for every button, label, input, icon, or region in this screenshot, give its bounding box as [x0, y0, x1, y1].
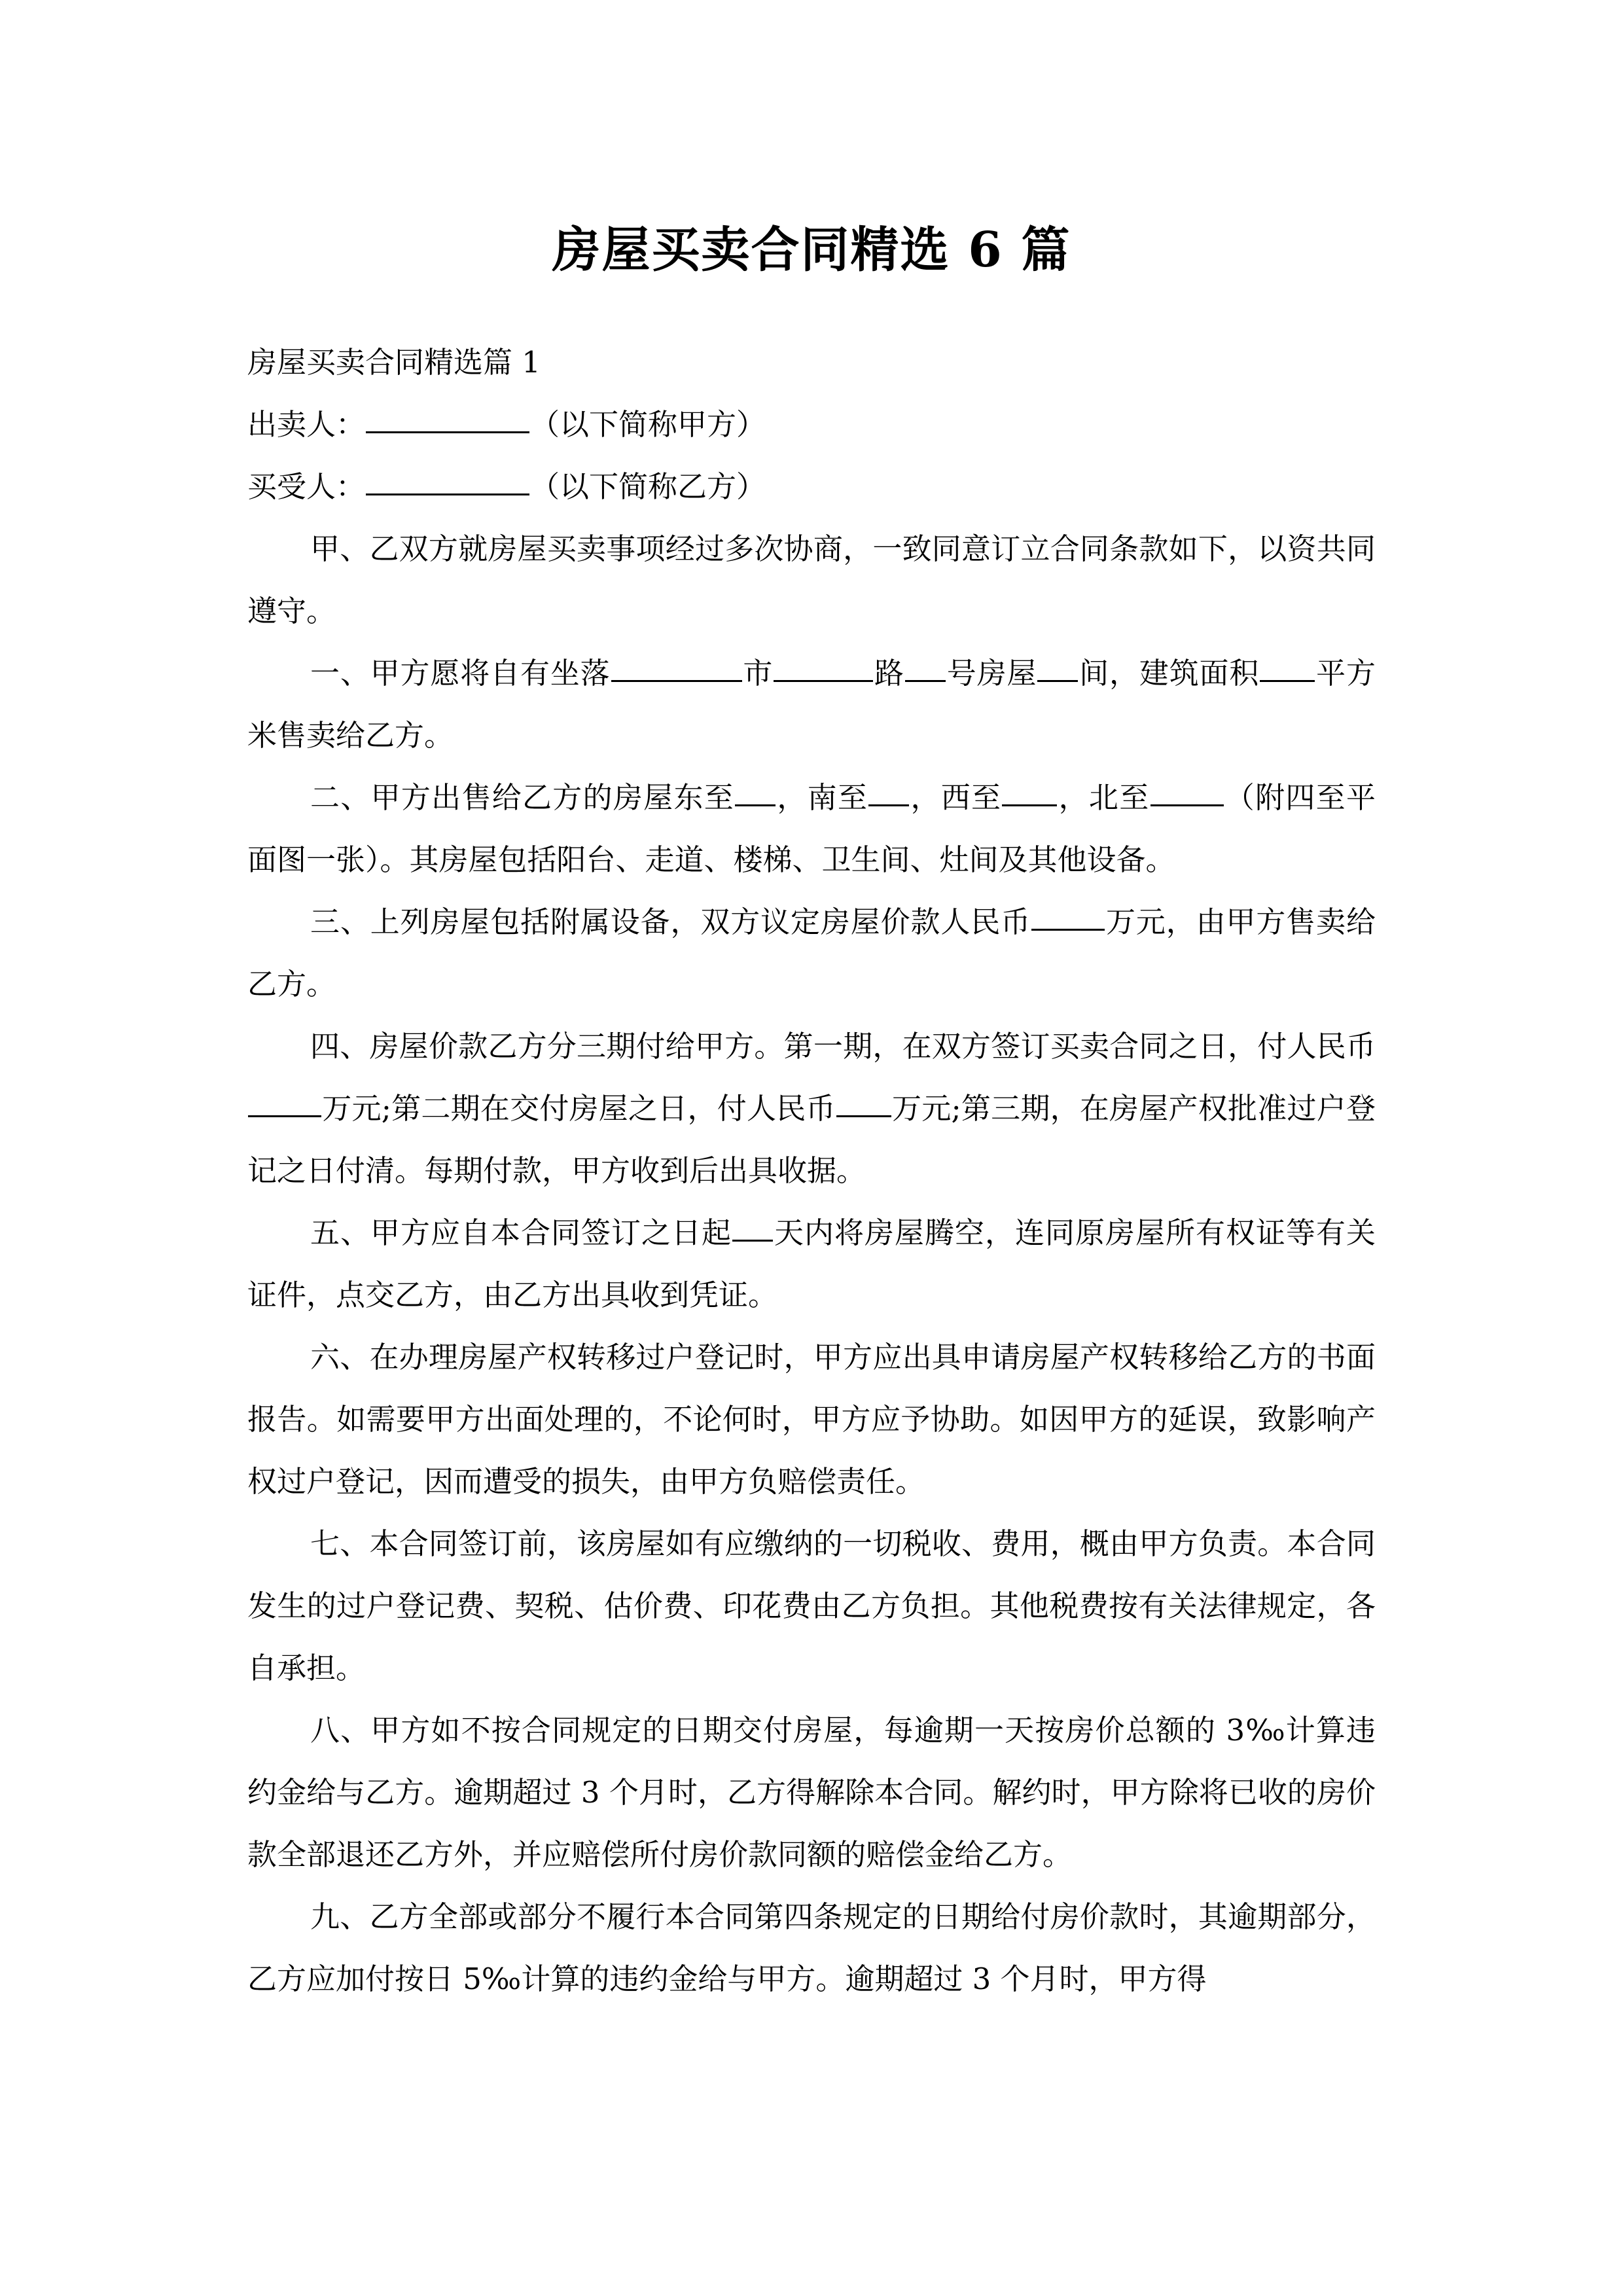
road-blank[interactable] [774, 655, 873, 682]
east-boundary-blank[interactable] [735, 780, 776, 806]
clause-2-text-e: （附四至平面图一张）。其房屋包括阳台、走道、楼梯、卫生间、灶间及其他设备。 [247, 780, 1376, 877]
clause-4-text-c: 万元;第三期，在房屋产权批准过户登记之日付清。每期付款，甲方收到后出具收据。 [247, 1091, 1376, 1188]
clause-1-text-c: 平方米售卖给乙方。 [247, 656, 1376, 753]
north-boundary-blank[interactable] [1150, 780, 1224, 806]
south-boundary-blank[interactable] [868, 780, 909, 806]
installment-1-blank[interactable] [248, 1090, 321, 1117]
clause-5-text-b: 天内将房屋腾空，连同原房屋所有权证等有关证件，点交乙方，由乙方出具收到凭证。 [247, 1215, 1376, 1312]
clause-6-paragraph: 六、在办理房屋产权转移过户登记时，甲方应出具申请房屋产权转移给乙方的书面报告。如需要甲方出面处理的，不论何时，甲方应予协助。如因甲方的延误，致影响产权过户登记，因而遭受的损失，由甲方负赔偿责任。 [247, 1340, 1376, 1499]
clause-5-text-a: 五、甲方应自本合同签订之日起 [310, 1215, 732, 1250]
clause-2-text-a: 二、甲方出售给乙方的房屋东至 [310, 780, 735, 815]
clause-4-text-b: 万元;第二期在交付房屋之日，付人民币 [322, 1091, 836, 1126]
clause-3-text-a: 三、上列房屋包括附属设备，双方议定房屋价款人民币 [310, 905, 1031, 939]
section-heading: 房屋买卖合同精选篇 1 [247, 345, 541, 380]
seller-alias: （以下简称甲方） [530, 407, 766, 442]
seller-name-blank[interactable] [366, 406, 529, 433]
clause-2-text-d: ，北至 [1058, 780, 1150, 815]
buyer-label: 买受人： [247, 469, 366, 504]
house-number-blank[interactable] [905, 655, 946, 682]
west-boundary-blank[interactable] [1002, 780, 1057, 806]
clause-1-house-unit: 号房屋 [946, 656, 1037, 691]
clause-2-text-c: ，西至 [910, 780, 1002, 815]
buyer-line [247, 456, 1376, 518]
clause-1-text-b: 间，建筑面积 [1079, 656, 1260, 691]
seller-label: 出卖人： [247, 407, 366, 442]
clause-8-paragraph: 八、甲方如不按合同规定的日期交付房屋，每逾期一天按房价总额的 3‰计算违约金给与乙方。逾期超过 3 个月时，乙方得解除本合同。解约时，甲方除将已收的房价款全部退还乙方外，并应赔偿所付房价款同额的赔偿金给乙方。 [247, 1713, 1376, 1872]
clause-4-text-a: 四、房屋价款乙方分三期付给甲方。第一期，在双方签订买卖合同之日，付人民币 [310, 1029, 1376, 1064]
clause-9-paragraph: 九、乙方全部或部分不履行本合同第四条规定的日期给付房价款时，其逾期部分，乙方应加付按日 5‰计算的违约金给与甲方。逾期超过 3 个月时，甲方得 [247, 1899, 1376, 1996]
clause-2-text-b: ，南至 [776, 780, 868, 815]
house-price-blank[interactable] [1031, 904, 1105, 931]
clause-4-paragraph [247, 1015, 1376, 1202]
clause-7-paragraph: 七、本合同签订前，该房屋如有应缴纳的一切税收、费用，概由甲方负责。本合同发生的过户登记费、契税、估价费、印花费由乙方负担。其他税费按有关法律规定，各自承担。 [247, 1526, 1376, 1685]
clause-5-paragraph [247, 1202, 1376, 1326]
document-body [247, 331, 1376, 2010]
vacate-days-blank[interactable] [732, 1215, 773, 1242]
installment-2-blank[interactable] [836, 1090, 891, 1117]
seller-line [247, 393, 1376, 456]
clause-1-road-unit: 路 [874, 656, 904, 691]
buyer-alias: （以下简称乙方） [530, 469, 766, 504]
city-blank[interactable] [611, 655, 742, 682]
room-count-blank[interactable] [1037, 655, 1078, 682]
preamble-paragraph: 甲、乙双方就房屋买卖事项经过多次协商，一致同意订立合同条款如下，以资共同遵守。 [247, 531, 1376, 628]
clause-1-text-a: 一、甲方愿将自有坐落 [310, 656, 611, 691]
clause-1-paragraph [247, 642, 1376, 766]
clause-3-paragraph [247, 891, 1376, 1015]
page-title: 房屋买卖合同精选 6 篇 [552, 221, 1071, 278]
buyer-name-blank[interactable] [366, 469, 529, 495]
clause-1-city-unit: 市 [742, 656, 774, 691]
floor-area-blank[interactable] [1260, 655, 1315, 682]
clause-2-paragraph [247, 766, 1376, 891]
clause-3-text-b: 万元，由甲方售卖给乙方。 [247, 905, 1376, 1001]
